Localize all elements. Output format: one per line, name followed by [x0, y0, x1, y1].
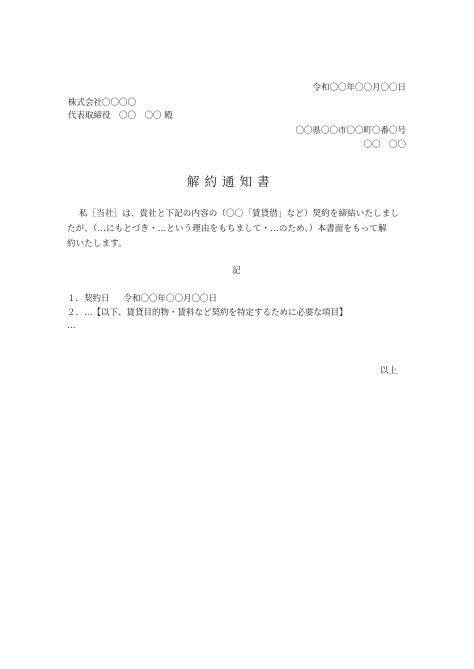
- body-line-1: 私［当社］は、貴社と下記の内容の（〇〇「賃貸借」など）契約を締結いたしまし: [79, 209, 400, 219]
- item-2-label: …【以下、賃貸目的物・賃料など契約を特定するために必要な項目】: [84, 308, 348, 318]
- closing: 以上: [380, 366, 398, 376]
- body-line-3: 約いたします。: [67, 239, 127, 249]
- recipient-representative: 代表取締役 〇〇 〇〇 殿: [68, 111, 173, 121]
- item-ellipsis: …: [67, 321, 76, 331]
- item-1-label: 契約日: [84, 294, 110, 304]
- item-2: [67, 309, 348, 318]
- item-1: [67, 295, 217, 304]
- item-1-number: １．: [67, 294, 85, 304]
- item-1-value: 令和〇〇年〇〇月〇〇日: [123, 294, 218, 304]
- document-title: 解約通知書: [187, 174, 275, 189]
- recipient-company: 株式会社〇〇〇〇: [68, 98, 137, 108]
- item-2-number: ２．: [67, 308, 85, 318]
- document-date: 令和〇〇年〇〇月〇〇日: [312, 83, 406, 93]
- body-line-2: たが、（…にもとづき・…という理由をもちまして・…のため、）本書面をもって解: [67, 224, 387, 234]
- ki-heading: 記: [232, 266, 241, 276]
- sender-address: 〇〇県〇〇市〇〇町〇番〇号: [295, 126, 406, 136]
- sender-name: 〇〇 〇〇: [363, 140, 406, 150]
